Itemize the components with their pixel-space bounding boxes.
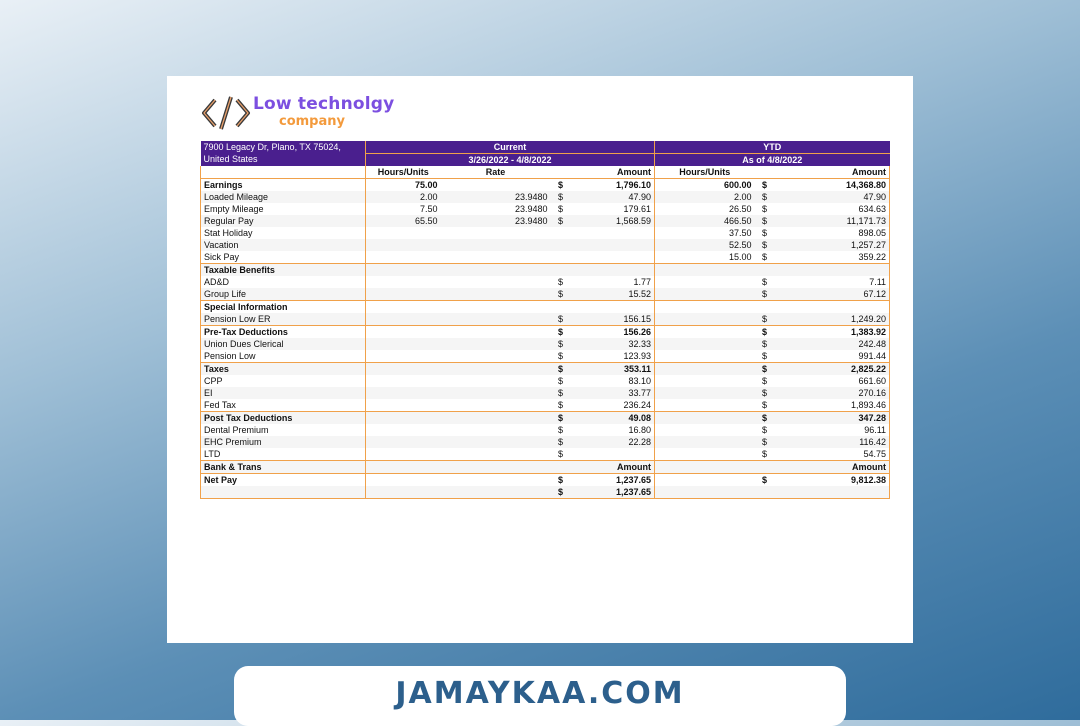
cell-ya: 242.48 [775, 338, 890, 350]
cell-yh: 15.00 [655, 251, 755, 264]
cell-ya: 359.22 [775, 251, 890, 264]
cell-ya: 9,812.38 [775, 474, 890, 487]
cell-yd: $ [755, 215, 775, 227]
cell-ya: 7.11 [775, 276, 890, 288]
col-amount: Amount [617, 166, 652, 177]
cell-yd: $ [755, 179, 775, 192]
cell-yh [655, 313, 755, 326]
cell-cd [551, 301, 571, 314]
cell-label: LTD [201, 448, 366, 461]
ytd-period: As of 4/8/2022 [655, 154, 890, 167]
cell-amount: 83.10 [628, 375, 652, 386]
cell-amount: 16.80 [628, 424, 652, 435]
cell-hours [366, 251, 441, 264]
cell-rate: 23.9480 [514, 203, 548, 214]
cell-rate [441, 276, 551, 288]
cell-label: CPP [201, 375, 366, 387]
cell-yd: $ [755, 239, 775, 251]
cell-rate [441, 179, 551, 192]
table-row [201, 326, 890, 339]
cell-cd: $ [551, 338, 571, 350]
cell-rate [441, 239, 551, 251]
cell-ya: 54.75 [775, 448, 890, 461]
cell-cd [551, 227, 571, 239]
cell-hours [366, 326, 441, 339]
cell-yh [655, 399, 755, 412]
cell-yh [655, 486, 755, 499]
table-row [201, 191, 890, 203]
table-row [201, 363, 890, 376]
cell-yh [655, 387, 755, 399]
cell-amount: 1,796.10 [571, 179, 655, 192]
cell-label: Pension Low [201, 350, 366, 363]
cell-yd: $ [762, 399, 768, 410]
cell-cd [551, 239, 571, 251]
col-rate: Rate [485, 166, 506, 177]
cell-ya: 634.63 [775, 203, 890, 215]
cell-amount: 236.24 [623, 399, 652, 410]
cell-rate [441, 375, 551, 387]
cell-rate [441, 227, 551, 239]
cell-hours [366, 350, 441, 363]
cell-ya [775, 264, 890, 277]
cell-yd [755, 301, 775, 314]
cell-cd: $ [551, 474, 571, 487]
cell-cd: $ [551, 436, 571, 448]
table-row [201, 288, 890, 301]
table-row [201, 350, 890, 363]
cell-yh [655, 436, 755, 448]
table-row [201, 375, 890, 387]
cell-label: Bank & Trans [201, 461, 366, 474]
cell-yd: $ [755, 412, 775, 425]
cell-label: Net Pay [201, 474, 366, 487]
cell-amount [571, 239, 655, 251]
cell-amount [571, 251, 655, 264]
table-row [201, 474, 890, 487]
table-row [201, 387, 890, 399]
cell-amount [571, 301, 655, 314]
cell-yd: $ [755, 338, 775, 350]
cell-yd: $ [755, 288, 775, 301]
cell-amount: 179.61 [623, 203, 652, 214]
cell-rate [441, 448, 551, 461]
cell-ya: 661.60 [775, 375, 890, 387]
cell-label [201, 486, 366, 499]
table-row [201, 215, 890, 227]
cell-label: Loaded Mileage [201, 191, 366, 203]
cell-hours [366, 301, 441, 314]
table-row [201, 486, 890, 499]
cell-cd: $ [551, 288, 571, 301]
cell-yh [655, 288, 755, 301]
cell-rate [441, 288, 551, 301]
ytd-header: YTD [655, 141, 890, 154]
cell-cd: $ [551, 363, 571, 376]
cell-rate [441, 474, 551, 487]
cell-yh [655, 276, 755, 288]
col-ytd-amount: Amount [775, 166, 890, 179]
cell-label: Sick Pay [201, 251, 366, 264]
table-row [201, 264, 890, 277]
cell-amount: 15.52 [571, 288, 655, 301]
cell-cd: $ [551, 387, 571, 399]
cell-rate [441, 363, 551, 376]
cell-hours [366, 239, 441, 251]
pay-stub-document [167, 76, 913, 643]
cell-yh: 466.50 [655, 215, 755, 227]
cell-yd: $ [755, 474, 775, 487]
cell-amount: 1,568.59 [571, 215, 655, 227]
cell-rate [441, 251, 551, 264]
cell-ya: 1,383.92 [775, 326, 890, 339]
cell-cd: $ [557, 424, 563, 435]
cell-hours [366, 461, 441, 474]
cell-hours [366, 436, 441, 448]
cell-label: Group Life [201, 288, 366, 301]
cell-hours [366, 264, 441, 277]
table-row [201, 461, 890, 474]
cell-amount: 47.90 [571, 191, 655, 203]
cell-cd: $ [557, 448, 563, 459]
cell-ya: 2,825.22 [775, 363, 890, 376]
cell-hours [366, 227, 441, 239]
cell-label: Taxable Benefits [201, 264, 366, 277]
cell-cd: $ [557, 276, 563, 287]
cell-hours: 2.00 [366, 191, 441, 203]
cell-label: Stat Holiday [201, 227, 366, 239]
cell-rate [441, 486, 551, 499]
cell-cd: $ [551, 412, 571, 425]
cell-rate: 23.9480 [441, 191, 551, 203]
cell-label: Pension Low ER [201, 313, 366, 326]
current-header: Current [366, 141, 655, 154]
cell-rate [441, 313, 551, 326]
cell-cd [551, 461, 571, 474]
cell-hours [366, 424, 441, 436]
cell-cd: $ [551, 486, 571, 499]
cell-ya: 14,368.80 [775, 179, 890, 192]
cell-yh [655, 412, 755, 425]
cell-yd: $ [762, 203, 768, 214]
cell-cd: $ [551, 313, 571, 326]
cell-ya: 898.05 [775, 227, 890, 239]
cell-cd: $ [551, 191, 571, 203]
cell-hours [366, 288, 441, 301]
table-row [201, 338, 890, 350]
table-row [201, 227, 890, 239]
cell-yh: 52.50 [655, 239, 755, 251]
cell-yd: $ [762, 448, 768, 459]
cell-rate [441, 338, 551, 350]
cell-rate [441, 387, 551, 399]
table-row [201, 276, 890, 288]
cell-hours [366, 375, 441, 387]
cell-yd: $ [755, 191, 775, 203]
cell-amount: 156.15 [571, 313, 655, 326]
code-brackets-icon [201, 94, 251, 132]
table-row [201, 203, 890, 215]
cell-yh: 2.00 [655, 191, 755, 203]
cell-ya: Amount [775, 461, 890, 474]
cell-rate [441, 424, 551, 436]
cell-yh [655, 301, 755, 314]
table-row [201, 448, 890, 461]
cell-yh [655, 424, 755, 436]
cell-ya: 347.28 [775, 412, 890, 425]
cell-yd: $ [755, 363, 775, 376]
table-row [201, 412, 890, 425]
cell-amount: 123.93 [623, 350, 652, 361]
cell-cd: $ [551, 215, 571, 227]
cell-yh [655, 474, 755, 487]
cell-yh: 26.50 [655, 203, 755, 215]
cell-yd: $ [755, 313, 775, 326]
cell-hours [366, 399, 441, 412]
cell-cd: $ [551, 179, 571, 192]
cell-rate: 23.9480 [441, 215, 551, 227]
table-row [201, 179, 890, 192]
company-logo [201, 94, 421, 134]
cell-label: Empty Mileage [201, 203, 366, 215]
pay-stub-table [200, 141, 890, 499]
cell-label: Dental Premium [201, 424, 366, 436]
cell-rate [441, 436, 551, 448]
cell-amount: 353.11 [571, 363, 655, 376]
cell-hours [366, 313, 441, 326]
cell-yh [655, 363, 755, 376]
cell-amount: 22.28 [571, 436, 655, 448]
cell-hours [366, 387, 441, 399]
cell-cd: $ [557, 375, 563, 386]
table-row [201, 251, 890, 264]
cell-label: EHC Premium [201, 436, 366, 448]
address-line1: 7900 Legacy Dr, Plano, TX 75024, [201, 141, 366, 154]
cell-yd: $ [762, 424, 768, 435]
cell-yh [655, 264, 755, 277]
cell-yh [655, 326, 755, 339]
cell-hours: 7.50 [366, 203, 441, 215]
cell-yd: $ [762, 251, 768, 262]
cell-label: Special Information [201, 301, 366, 314]
cell-hours [366, 474, 441, 487]
cell-yd: $ [755, 436, 775, 448]
cell-rate [441, 399, 551, 412]
cell-label: Post Tax Deductions [201, 412, 366, 425]
cell-yh [655, 375, 755, 387]
cell-amount [571, 448, 655, 461]
cell-hours [366, 412, 441, 425]
cell-ya: 991.44 [775, 350, 890, 363]
cell-hours: 75.00 [366, 179, 441, 192]
cell-label: Union Dues Clerical [201, 338, 366, 350]
cell-label: AD&D [201, 276, 366, 288]
cell-hours [366, 276, 441, 288]
cell-amount: 156.26 [571, 326, 655, 339]
cell-amount: 1,237.65 [571, 474, 655, 487]
cell-yd: $ [755, 387, 775, 399]
cell-amount: 1.77 [633, 276, 652, 287]
cell-ya: 1,249.20 [775, 313, 890, 326]
cell-rate [441, 326, 551, 339]
cell-amount: 49.08 [571, 412, 655, 425]
site-name: JAMAYKAA.COM [395, 676, 685, 711]
cell-label: Pre-Tax Deductions [201, 326, 366, 339]
table-row [201, 239, 890, 251]
cell-amount [571, 227, 655, 239]
cell-label: EI [201, 387, 366, 399]
logo-name-line1: Low technolgy [253, 94, 395, 114]
cell-hours: 65.50 [366, 215, 441, 227]
cell-yh [655, 350, 755, 363]
cell-cd [551, 251, 571, 264]
cell-yd: $ [762, 375, 768, 386]
table-row [201, 399, 890, 412]
cell-yh: 600.00 [655, 179, 755, 192]
table-row [201, 313, 890, 326]
cell-rate [441, 412, 551, 425]
cell-yd [755, 486, 775, 499]
cell-yd [755, 264, 775, 277]
cell-ya: 47.90 [775, 191, 890, 203]
cell-amount: Amount [571, 461, 655, 474]
cell-yd: $ [762, 276, 768, 287]
cell-amount: 33.77 [571, 387, 655, 399]
cell-rate [441, 350, 551, 363]
cell-rate [441, 301, 551, 314]
address-line2: United States [201, 154, 366, 167]
cell-yd: $ [755, 326, 775, 339]
cell-label: Regular Pay [201, 215, 366, 227]
cell-amount: 32.33 [571, 338, 655, 350]
cell-amount [571, 264, 655, 277]
cell-cd [551, 264, 571, 277]
cell-ya: 11,171.73 [775, 215, 890, 227]
cell-rate [441, 264, 551, 277]
cell-rate [441, 461, 551, 474]
site-banner [234, 666, 846, 726]
cell-label: Vacation [201, 239, 366, 251]
table-row [201, 301, 890, 314]
cell-cd: $ [557, 350, 563, 361]
cell-yd [755, 461, 775, 474]
col-ytd-hours-units: Hours/Units [655, 166, 755, 179]
cell-hours [366, 448, 441, 461]
cell-yh [655, 448, 755, 461]
cell-label: Taxes [201, 363, 366, 376]
cell-ya: 270.16 [775, 387, 890, 399]
cell-hours [366, 338, 441, 350]
cell-amount: 1,237.65 [571, 486, 655, 499]
cell-ya: 1,257.27 [775, 239, 890, 251]
cell-ya: 96.11 [775, 424, 890, 436]
cell-ya [775, 301, 890, 314]
cell-hours [366, 486, 441, 499]
cell-ya [775, 486, 890, 499]
cell-ya: 1,893.46 [775, 399, 890, 412]
cell-ya: 116.42 [775, 436, 890, 448]
col-hours-units: Hours/Units [366, 166, 441, 179]
cell-hours [366, 363, 441, 376]
cell-cd: $ [557, 203, 563, 214]
table-row [201, 436, 890, 448]
cell-yh: 37.50 [655, 227, 755, 239]
cell-label: Earnings [201, 179, 366, 192]
cell-yd: $ [762, 350, 768, 361]
cell-ya: 67.12 [775, 288, 890, 301]
cell-yd: $ [762, 227, 768, 238]
table-row [201, 424, 890, 436]
cell-cd: $ [551, 326, 571, 339]
current-period: 3/26/2022 - 4/8/2022 [366, 154, 655, 167]
cell-label: Fed Tax [201, 399, 366, 412]
cell-yh [655, 461, 755, 474]
cell-cd: $ [557, 399, 563, 410]
cell-yh [655, 338, 755, 350]
logo-name-line2: company [279, 114, 345, 129]
